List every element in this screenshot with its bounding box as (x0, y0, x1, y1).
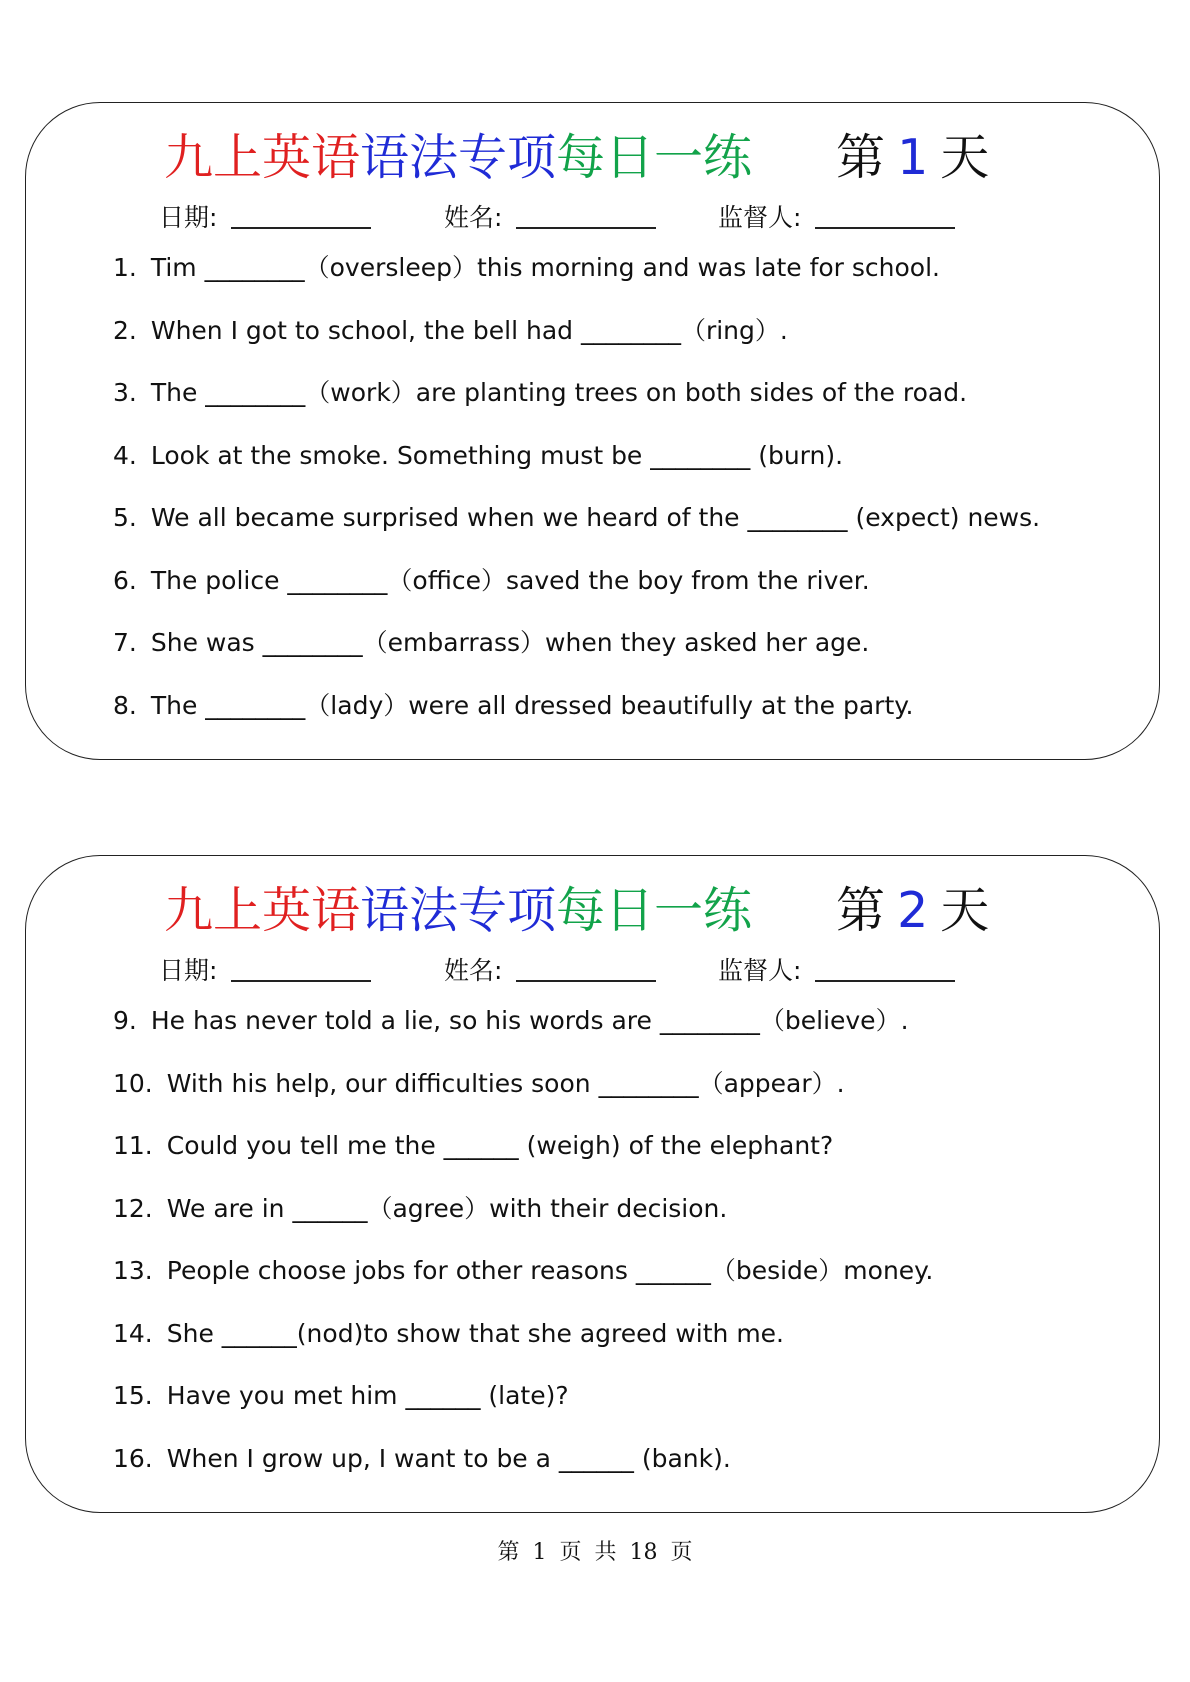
question-text: The ________（work）are planting trees on both sides of the road. (150, 378, 968, 407)
date-label: 日期: (159, 203, 218, 232)
day-label (836, 876, 989, 946)
name-blank[interactable] (516, 980, 656, 982)
question-number: 2. (113, 315, 137, 345)
question-number: 3. (113, 378, 137, 407)
question-number: 6. (113, 565, 137, 595)
supervisor-label: 监督人: (718, 203, 802, 232)
question-number: 10. (113, 1068, 153, 1098)
meta-row (26, 198, 1159, 238)
question-item (113, 1381, 1139, 1444)
title-part-green: 每日一练 (556, 129, 753, 186)
question-number: 13. (113, 1256, 153, 1285)
name-blank[interactable] (516, 227, 656, 229)
name-field[interactable] (444, 951, 656, 991)
question-item (113, 1194, 1139, 1257)
day-suffix: 天 (940, 129, 990, 186)
question-item (113, 1256, 1139, 1319)
question-text: People choose jobs for other reasons ______（beside）money. (166, 1256, 934, 1285)
question-text: When I grow up, I want to be a ______ (bank). (166, 1443, 731, 1473)
question-text: The police ________（office）saved the boy from the river. (150, 565, 870, 595)
question-number: 11. (113, 1131, 153, 1160)
day-prefix: 第 (836, 882, 886, 939)
title-part-red: 九上英语 (164, 129, 361, 186)
supervisor-field[interactable] (718, 951, 955, 991)
date-field[interactable] (159, 951, 371, 991)
question-number: 16. (113, 1443, 153, 1473)
day-2-card (25, 855, 1160, 1513)
card-title (164, 123, 989, 193)
question-text: With his help, our difficulties soon ________（appear）. (166, 1068, 845, 1098)
question-text: She ______(nod)to show that she agreed with me. (166, 1318, 785, 1348)
question-text: Look at the smoke. Something must be ________ (burn). (150, 440, 844, 470)
title-part-red: 九上英语 (164, 882, 361, 939)
question-item (113, 1006, 1139, 1069)
supervisor-blank[interactable] (815, 227, 955, 229)
question-number: 5. (113, 503, 137, 532)
title-part-blue: 语法专项 (360, 129, 557, 186)
date-blank[interactable] (231, 980, 371, 982)
question-item (113, 316, 1139, 379)
question-text: She was ________（embarrass）when they asked her age. (150, 628, 870, 657)
day-suffix: 天 (940, 882, 990, 939)
question-number: 4. (113, 440, 137, 470)
day-number: 2 (897, 882, 929, 939)
question-number: 12. (113, 1193, 153, 1223)
name-field[interactable] (444, 198, 656, 238)
date-blank[interactable] (231, 227, 371, 229)
title-part-blue: 语法专项 (360, 882, 557, 939)
question-item (113, 378, 1139, 441)
supervisor-field[interactable] (718, 198, 955, 238)
question-list (113, 1006, 1139, 1506)
day-number: 1 (897, 129, 929, 186)
question-text: The ________（lady）were all dressed beautifully at the party. (150, 690, 914, 720)
question-text: We are in ______（agree）with their decision. (166, 1193, 728, 1223)
day-1-card (25, 102, 1160, 760)
question-text: He has never told a lie, so his words are ________（believe）. (150, 1006, 909, 1035)
question-number: 14. (113, 1318, 153, 1348)
meta-row (26, 951, 1159, 991)
question-text: Could you tell me the ______ (weigh) of the elephant? (166, 1131, 834, 1160)
question-item (113, 628, 1139, 691)
date-label: 日期: (159, 956, 218, 985)
question-number: 8. (113, 690, 137, 720)
question-item (113, 253, 1139, 316)
question-item (113, 441, 1139, 504)
question-item (113, 691, 1139, 754)
question-item (113, 1131, 1139, 1194)
supervisor-blank[interactable] (815, 980, 955, 982)
question-text: When I got to school, the bell had ________（ring）. (150, 315, 788, 345)
question-number: 7. (113, 628, 137, 657)
question-item (113, 1444, 1139, 1507)
question-number: 9. (113, 1006, 137, 1035)
name-label: 姓名: (444, 956, 503, 985)
question-text: Have you met him ______ (late)? (166, 1381, 569, 1410)
question-text: We all became surprised when we heard of the ________ (expect) news. (150, 503, 1041, 532)
page-footer: 第 1 页 共 18 页 (497, 1540, 693, 1565)
day-label (836, 123, 989, 193)
question-number: 15. (113, 1381, 153, 1410)
question-item (113, 503, 1139, 566)
day-prefix: 第 (836, 129, 886, 186)
supervisor-label: 监督人: (718, 956, 802, 985)
question-item (113, 1319, 1139, 1382)
question-list (113, 253, 1139, 753)
question-number: 1. (113, 253, 137, 282)
question-item (113, 566, 1139, 629)
date-field[interactable] (159, 198, 371, 238)
name-label: 姓名: (444, 203, 503, 232)
title-part-green: 每日一练 (556, 882, 753, 939)
question-item (113, 1069, 1139, 1132)
question-text: Tim ________（oversleep）this morning and was late for school. (150, 253, 940, 282)
card-title (164, 876, 989, 946)
